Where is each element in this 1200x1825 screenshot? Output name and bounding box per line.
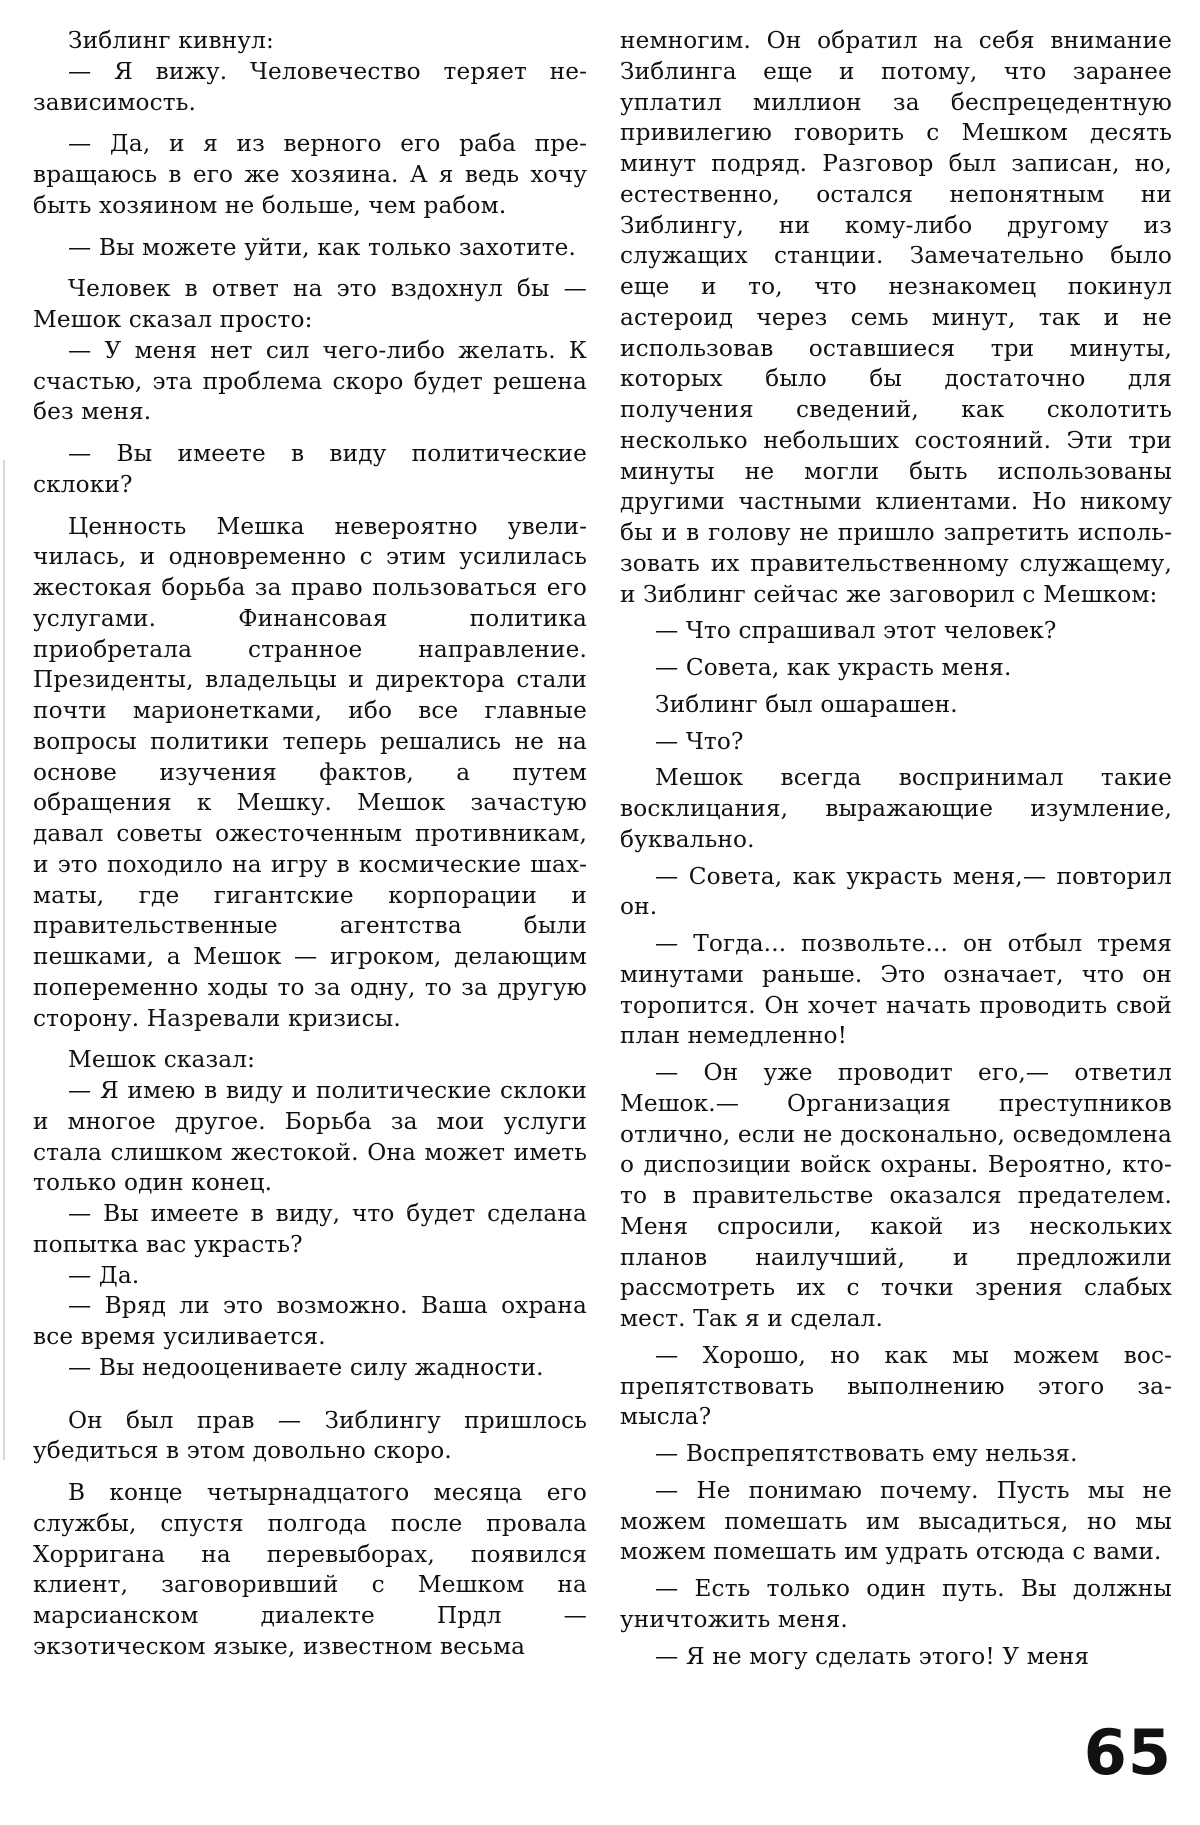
paragraph: — Да. <box>68 1261 140 1289</box>
paragraph: Он был прав — Зиблингу пришлось убедиться в этом довольно скоро. <box>33 1406 587 1465</box>
paragraph: Мешок всегда воспринимал такие восклицания, выражающие изумление, буквально. <box>620 764 1172 853</box>
paragraph: В конце четырнадцатого месяца его службы, спустя полгода после провала Хорригана на перевыборах, появился клиент, заговоривший с Мешком на марсианском диалекте Прдл — экзотическом языке, известном весьма <box>33 1479 587 1660</box>
page-number: 65 <box>1083 1716 1172 1789</box>
paragraph: — Совета, как украсть меня,— повторил он. <box>620 862 1172 921</box>
paragraph: — Не понимаю почему. Пусть мы не можем помешать им высадиться, но мы можем помешать им удрать отсюда с вами. <box>620 1476 1172 1566</box>
paragraph: немногим. Он обратил на себя внимание Зиблинга еще и потому, что заранее уплатил миллион за беспрецедентную привилегию говорить с Мешком десять минут подряд. Разговор был записан, но, естественно, остался непонятным ни Зиблингу, ни кому-либо другому из служащих станции. Замечательно было еще и то, что незнакомец покинул астероид через семь минут, так и не использовав оставшиеся три минуты, которых было бы достаточно для получения сведений, как сколотить несколько небольших состояний. Эти три минуты не могли быть использованы другими частными клиентами. Но никому бы и в голову не пришло запретить использовать их правительственному служащему, и Зиблинг сейчас же заговорил с Мешком: <box>620 27 1172 608</box>
paragraph: — Что спрашивал этот человек? <box>655 617 1057 645</box>
paragraph: — Вы можете уйти, как только захотите. <box>68 233 577 261</box>
right-text-column <box>620 26 1172 1672</box>
paragraph: Зиблинг был ошарашен. <box>655 690 958 718</box>
paragraph: — Вы имеете в виду, что будет сделана попытка вас украсть? <box>33 1200 587 1258</box>
paragraph: — Воспрепятствовать ему нельзя. <box>655 1440 1078 1467</box>
paragraph: — Вы недооцениваете силу жадности. <box>68 1353 544 1381</box>
paragraph: Человек в ответ на это вздохнул бы — Мешок сказал просто: <box>33 275 587 333</box>
paragraph: — Да, и я из верного его раба превращаюсь в его же хозяина. А я ведь хочу быть хозяином не больше, чем рабом. <box>33 130 587 219</box>
paragraph: Зиблинг кивнул: <box>68 27 274 54</box>
paragraph: — Есть только один путь. Вы должны уничтожить меня. <box>620 1575 1172 1633</box>
left-text-column <box>33 26 587 1663</box>
paragraph: — Я не могу сделать этого! У меня <box>655 1642 1090 1670</box>
paragraph: — Вы имеете в виду политические склоки? <box>33 440 587 498</box>
paragraph: — Что? <box>655 727 744 755</box>
paragraph: — Хорошо, но как мы можем воспрепятствовать выполнению этого замысла? <box>620 1341 1172 1431</box>
paragraph: — Я имею в виду и политические склоки и многое другое. Борьба за мои услуги стала слишком жестокой. Она может иметь только один конец. <box>33 1077 587 1197</box>
scan-edge-mark <box>3 460 5 1460</box>
paragraph: — Вряд ли это возможно. Ваша охрана все время усиливается. <box>33 1292 587 1350</box>
paragraph: — Он уже проводит его,— ответил Мешок.— Организация преступников отлично, если не досконально, осведомлена о диспозиции войск охраны. Вероятно, кто-то в правительстве оказался предателем. Меня спросили, какой из нескольких планов наилучший, и предложили рассмотреть их с точки зрения слабых мест. Так я и сделал. <box>620 1059 1172 1332</box>
paragraph: — Тогда... позвольте... он отбыл тремя минутами раньше. Это означает, что он торопится. Он хочет начать проводить свой план немедленно! <box>620 930 1172 1050</box>
paragraph: — Совета, как украсть меня. <box>655 654 1012 681</box>
paragraph: Ценность Мешка невероятно увеличилась, и одновременно с этим усилилась жестокая борьба за право пользоваться его услугами. Финансовая политика приобретала странное направление. Президенты, владельцы и директора стали почти марионетками, ибо все главные вопросы политики теперь решались не на основе изучения фактов, а путем обращения к Мешку. Мешок зачастую давал советы ожесточенным противникам, и это походило на игру в космические шахматы, где гигантские корпорации и правительственные агентства были пешками, а Мешок — игроком, делающим попеременно ходы то за одну, то за другую сторону. Назревали кризисы. <box>33 512 587 1032</box>
paragraph: — У меня нет сил чего-либо желать. К счастью, эта проблема скоро будет решена без меня. <box>33 336 587 426</box>
paragraph: — Я вижу. Человечество теряет независимость. <box>33 57 587 116</box>
paragraph: Мешок сказал: <box>68 1046 256 1074</box>
